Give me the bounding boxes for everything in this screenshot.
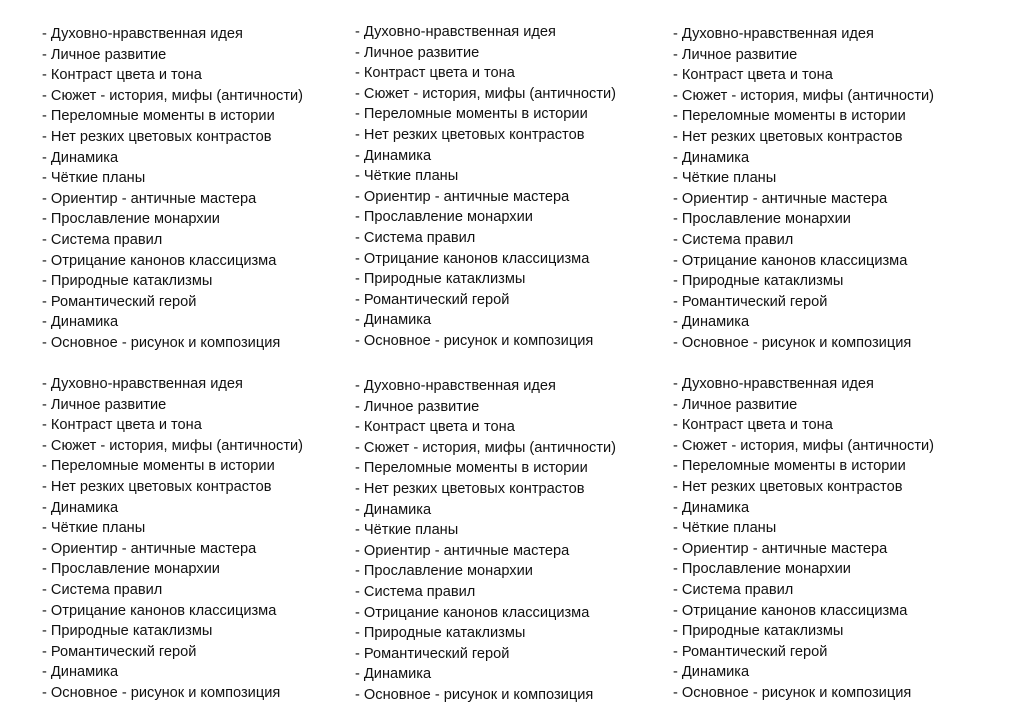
list-item: - Динамика — [673, 664, 750, 681]
list-item: - Личное развитие — [42, 396, 167, 413]
list-item: - Природные катаклизмы — [673, 273, 844, 290]
list-item: - Отрицание канонов классицизма — [355, 604, 590, 621]
list-item: - Прославление монархии — [355, 209, 533, 226]
list-item: - Романтический герой — [42, 643, 197, 660]
list-item: - Прославление монархии — [42, 211, 220, 228]
list-item: - Чёткие планы — [355, 522, 459, 539]
list-item: - Основное - рисунок и композиция — [42, 684, 281, 701]
list-item: - Отрицание канонов классицизма — [673, 252, 908, 269]
list-item: - Основное - рисунок и композиция — [673, 334, 912, 351]
list-item: - Духовно-нравственная идея — [42, 26, 243, 42]
list-item: - Природные катаклизмы — [673, 623, 844, 640]
list-item: - Система правил — [673, 581, 794, 598]
list-item: - Динамика — [42, 499, 119, 516]
list-item: - Сюжет - история, мифы (античности) — [355, 85, 617, 102]
list-item: - Нет резких цветовых контрастов — [355, 480, 585, 497]
list-item: - Переломные моменты в истории — [42, 108, 275, 125]
list-item: - Природные катаклизмы — [355, 271, 526, 288]
list-item: - Контраст цвета и тона — [42, 417, 202, 434]
list-item: - Переломные моменты в истории — [673, 108, 906, 125]
list-item: - Личное развитие — [355, 398, 480, 415]
list-item: - Нет резких цветовых контрастов — [673, 128, 903, 145]
list-item: - Отрицание канонов классицизма — [42, 252, 277, 269]
list-item: - Основное - рисунок и композиция — [355, 686, 594, 703]
list-item: - Ориентир - античные мастера — [673, 540, 888, 557]
list-item: - Основное - рисунок и композиция — [42, 334, 281, 351]
list-item: - Ориентир - античные мастера — [42, 540, 257, 557]
list-item: - Чёткие планы — [42, 170, 146, 187]
list-item: - Динамика — [355, 666, 432, 683]
list-item: - Романтический герой — [673, 643, 828, 660]
list-item: - Сюжет - история, мифы (античности) — [673, 87, 935, 104]
list-item: - Динамика — [42, 664, 119, 681]
list-item: - Динамика — [673, 314, 750, 331]
list-item: - Отрицание канонов классицизма — [673, 602, 908, 619]
list-item: - Природные катаклизмы — [42, 273, 213, 290]
list-item: - Нет резких цветовых контрастов — [42, 128, 272, 145]
list-block-top-center — [355, 22, 616, 352]
list-item: - Романтический герой — [355, 291, 510, 308]
list-item: - Отрицание канонов классицизма — [42, 602, 277, 619]
list-item: - Динамика — [673, 149, 750, 166]
list-item: - Личное развитие — [42, 46, 167, 63]
list-item: - Духовно-нравственная идея — [673, 26, 874, 42]
list-block-top-left — [42, 24, 303, 354]
list-item: - Природные катаклизмы — [355, 625, 526, 642]
list-item: - Динамика — [673, 499, 750, 516]
list-item: - Романтический герой — [355, 645, 510, 662]
list-item: - Ориентир - античные мастера — [355, 188, 570, 205]
list-item: - Переломные моменты в истории — [355, 106, 588, 123]
list-item: - Система правил — [673, 231, 794, 248]
list-block-bottom-right — [673, 374, 934, 704]
list-item: - Динамика — [355, 147, 432, 164]
list-block-bottom-left — [42, 374, 303, 704]
list-item: - Сюжет - история, мифы (античности) — [673, 437, 935, 454]
list-item: - Личное развитие — [355, 44, 480, 61]
list-item: - Основное - рисунок и композиция — [355, 332, 594, 349]
list-item: - Чёткие планы — [355, 168, 459, 185]
list-item: - Прославление монархии — [42, 561, 220, 578]
list-item: - Контраст цвета и тона — [42, 67, 202, 84]
list-item: - Переломные моменты в истории — [355, 460, 588, 477]
list-item: - Переломные моменты в истории — [673, 458, 906, 475]
list-item: - Ориентир - античные мастера — [355, 542, 570, 559]
list-item: - Контраст цвета и тона — [673, 67, 833, 84]
list-item: - Личное развитие — [673, 46, 798, 63]
list-item: - Контраст цвета и тона — [673, 417, 833, 434]
list-item: - Динамика — [355, 501, 432, 518]
list-item: - Контраст цвета и тона — [355, 65, 515, 82]
list-item: - Система правил — [355, 229, 476, 246]
list-item: - Чёткие планы — [42, 520, 146, 537]
list-item: - Нет резких цветовых контрастов — [355, 126, 585, 143]
list-block-bottom-center — [355, 376, 616, 706]
list-item: - Духовно-нравственная идея — [673, 376, 874, 392]
list-item: - Ориентир - античные мастера — [42, 190, 257, 207]
list-item: - Система правил — [355, 583, 476, 600]
list-item: - Нет резких цветовых контрастов — [42, 478, 272, 495]
list-item: - Нет резких цветовых контрастов — [673, 478, 903, 495]
list-item: - Чёткие планы — [673, 520, 777, 537]
list-item: - Прославление монархии — [355, 563, 533, 580]
list-item: - Природные катаклизмы — [42, 623, 213, 640]
list-item: - Контраст цвета и тона — [355, 419, 515, 436]
list-item: - Отрицание канонов классицизма — [355, 250, 590, 267]
list-item: - Личное развитие — [673, 396, 798, 413]
list-item: - Духовно-нравственная идея — [355, 378, 556, 394]
list-item: - Динамика — [42, 149, 119, 166]
list-item: - Чёткие планы — [673, 170, 777, 187]
list-item: - Система правил — [42, 581, 163, 598]
list-item: - Переломные моменты в истории — [42, 458, 275, 475]
list-item: - Духовно-нравственная идея — [355, 24, 556, 40]
list-item: - Романтический герой — [42, 293, 197, 310]
list-item: - Динамика — [355, 312, 432, 329]
list-item: - Прославление монархии — [673, 211, 851, 228]
list-item: - Духовно-нравственная идея — [42, 376, 243, 392]
list-item: - Динамика — [42, 314, 119, 331]
list-block-top-right — [673, 24, 934, 354]
list-item: - Прославление монархии — [673, 561, 851, 578]
list-item: - Сюжет - история, мифы (античности) — [355, 439, 617, 456]
list-item: - Романтический герой — [673, 293, 828, 310]
list-item: - Сюжет - история, мифы (античности) — [42, 437, 304, 454]
list-item: - Основное - рисунок и композиция — [673, 684, 912, 701]
list-item: - Сюжет - история, мифы (античности) — [42, 87, 304, 104]
list-item: - Ориентир - античные мастера — [673, 190, 888, 207]
list-item: - Система правил — [42, 231, 163, 248]
